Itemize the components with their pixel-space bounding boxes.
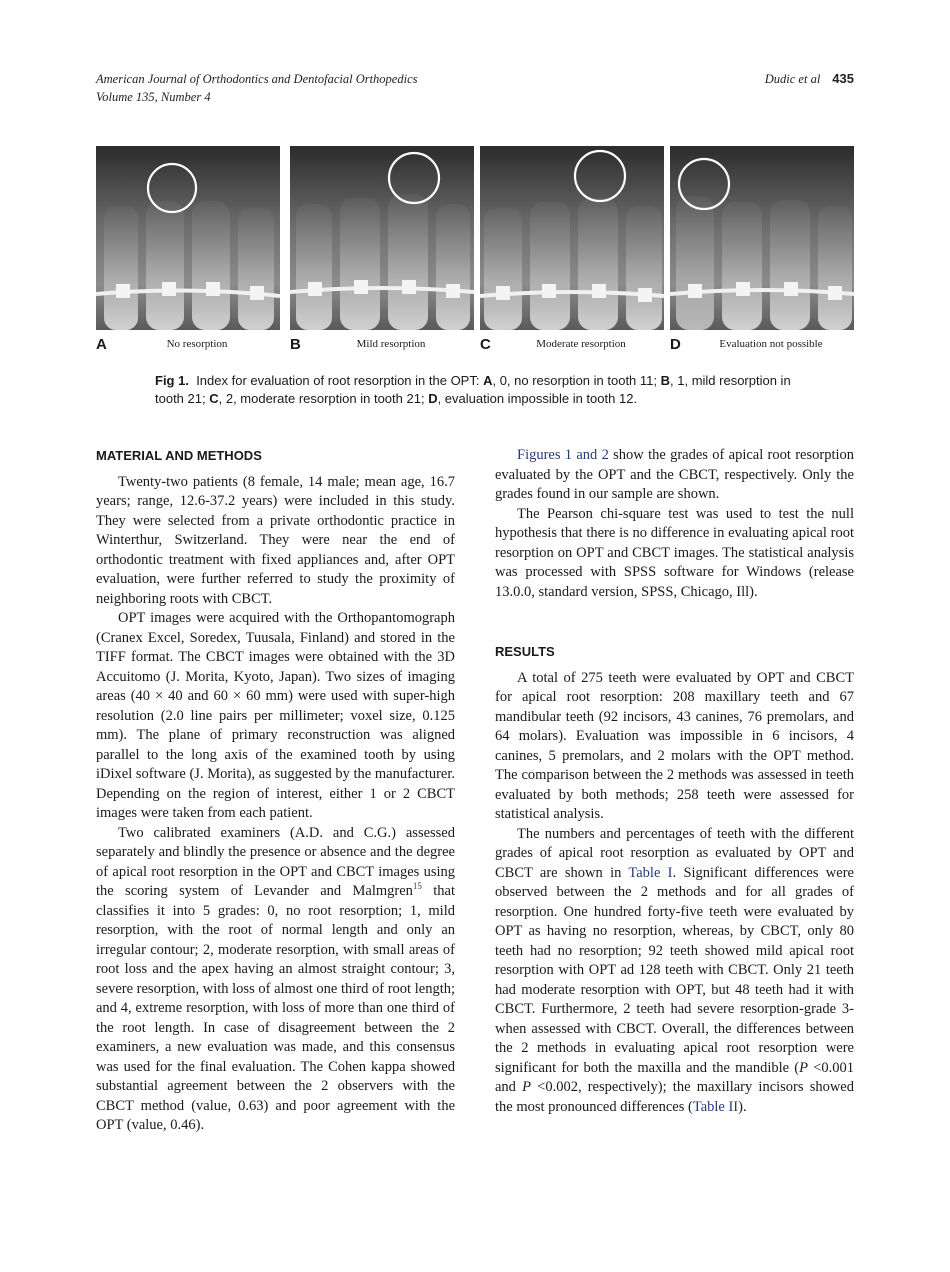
- panel-letter-b: B: [290, 336, 301, 353]
- table-1-link[interactable]: Table I: [628, 864, 673, 881]
- intro-paragraph-2: The Pearson chi-square test was used to test the null hypothesis that there is no difference in evaluating apical root resorption on OPT and CBCT images. The statistical analysis was processed with SPSS software for Windows (release 13.0.0, standard version, SPSS, Chicago, Ill).: [495, 505, 854, 600]
- caption-letter-d: D: [428, 391, 438, 406]
- methods-paragraph-3: [96, 824, 455, 1136]
- caption-text-b: , 1, mild resorption in tooth 21;: [155, 373, 791, 406]
- panel-label-a: No resorption: [166, 338, 228, 350]
- figure-caption-label: Fig 1.: [155, 373, 189, 388]
- xray-image-c: [480, 146, 664, 330]
- panel-label-d: Evaluation not possible: [719, 338, 823, 350]
- reference-superscript[interactable]: 15: [412, 881, 422, 892]
- left-column: [96, 446, 455, 1136]
- caption-text-c: , 2, moderate resorption in tooth 21;: [218, 391, 429, 406]
- caption-text-d: , evaluation impossible in tooth 12.: [437, 391, 638, 406]
- table-2-link[interactable]: Table II: [692, 1098, 739, 1115]
- figure-caption: [155, 372, 805, 408]
- caption-letter-a: A: [483, 373, 493, 388]
- panel-b: [290, 146, 474, 359]
- methods-p3-start: Two calibrated examiners (A.D. and C.G.) assessed separately and blindly the presence or absence and the degree of apical root resorption in the OPT and CBCT images using the scoring system of Levander and Malmgren: [96, 824, 455, 899]
- panel-caption-c: [480, 335, 664, 359]
- figures-link[interactable]: Figures 1 and 2: [517, 447, 609, 463]
- caption-letter-c: C: [209, 391, 219, 406]
- results-p2-start: The numbers and percentages of teeth with the different grades of apical root resorption as evaluated by OPT and CBCT are shown in: [495, 825, 854, 881]
- results-p2-val2: <0.002, respectively); the maxillary incisors showed the most pronounced differences (: [495, 1079, 854, 1115]
- results-p2-end: ).: [738, 1098, 747, 1115]
- panel-label-c: Moderate resorption: [536, 338, 626, 350]
- xray-image-d: [670, 146, 854, 330]
- panel-caption-a: [96, 335, 280, 359]
- caption-text-a: , 0, no resorption in tooth 11;: [492, 373, 661, 388]
- methods-p3-end: that classifies it into 5 grades: 0, no root resorption; 1, mild resorption, with the root of normal length and only an irregular contour; 2, moderate resorption, with small areas of root loss and the apex having an almost straight contour; 3, severe resorption, with loss of almost one third of root length; and 4, extreme resorption, with loss of more than one third of the root length. In case of disagreement between the 2 examiners, a new evaluation was made, and this consensus was used for the final evaluation. The Cohen kappa showed substantial agreement between the 2 observers with the CBCT method (value, 0.63) and poor agreement with the OPT (value, 0.46).: [96, 883, 455, 1133]
- running-authors: Dudic et al: [764, 72, 821, 86]
- journal-info: [96, 70, 418, 106]
- panel-letter-c: C: [480, 336, 491, 353]
- journal-title: American Journal of Orthodontics and Dentofacial Orthopedics: [96, 72, 418, 86]
- intro-p1-rest: show the grades of apical root resorption evaluated by the OPT and the CBCT, respectively. Only the grades found in our sample are shown.: [495, 447, 855, 502]
- methods-paragraph-1: Twenty-two patients (8 female, 14 male; mean age, 16.7 years; range, 12.6-37.2 years) were included in this study. They were selected from a private orthodontic practice in Winterthur, Switzerland. They were near the end of orthodontic treatment with fixed appliances and, after OPT evaluation, were further referred to study the proximity of neighboring roots with CBCT.: [96, 473, 455, 607]
- figure-1: [96, 146, 854, 358]
- p-value-symbol: P: [799, 1059, 808, 1076]
- section-heading-results: RESULTS: [495, 644, 555, 659]
- panel-c: [480, 146, 664, 359]
- panel-a: [96, 146, 280, 359]
- results-paragraph-2: [495, 825, 854, 1118]
- caption-letter-b: B: [660, 373, 671, 388]
- xray-image-b: [290, 146, 474, 330]
- panel-caption-b: [290, 335, 474, 359]
- results-p2-val1: <0.001 and: [495, 1059, 855, 1095]
- intro-paragraph-1: [495, 446, 854, 505]
- journal-volume: Volume 135, Number 4: [96, 90, 211, 104]
- xray-image-a: [96, 146, 280, 330]
- panel-letter-a: A: [96, 336, 107, 353]
- methods-paragraph-2: OPT images were acquired with the Orthopantomograph (Cranex Excel, Soredex, Tuusala, Finland) and stored in the TIFF format. The CBCT images were obtained with the 3D Accuitomo (J. Morita, Kyoto, Japan). Two sizes of imaging areas (40 × 40 and 60 × 60 mm) were used with super-high resolution (2.0 line pairs per millimeter; voxel size, 0.125 mm). The plane of primary reconstruction was aligned parallel to the long axis of the examined tooth by using iDixel software (J. Morita), as suggested by the manufacturer. Depending on the region of interest, either 1 or 2 CBCT images were taken from each patient.: [96, 610, 455, 821]
- section-heading-methods: MATERIAL AND METHODS: [96, 448, 262, 463]
- right-column: [495, 446, 854, 1117]
- panel-letter-d: D: [670, 336, 681, 353]
- panel-label-b: Mild resorption: [356, 338, 426, 350]
- author-page: [765, 70, 854, 88]
- figure-caption-text: Index for evaluation of root resorption in the OPT:: [196, 373, 484, 388]
- panel-caption-d: [670, 335, 854, 359]
- p-value-symbol-2: P: [522, 1079, 531, 1095]
- page-number: 435: [832, 71, 854, 86]
- panel-d: [670, 146, 854, 359]
- results-p2-mid: . Significant differences were observed between the 2 methods and for all grades of resorption. One hundred forty-five teeth were evaluated by OPT as having no resorption, whereas, by CBCT, only 80 teeth had no resorption; 92 teeth showed mild apical root resorption with OPT ad 128 teeth with CBCT. Only 21 teeth had moderate resorption with OPT, but 48 teeth had it with CBCT. Furthermore, 2 teeth had severe resorption-grade 3-when assessed with CBCT. Overall, the differences between the 2 methods in evaluating apical root resorption were significant for both the maxilla and the mandible (: [495, 864, 854, 1076]
- results-paragraph-1: A total of 275 teeth were evaluated by OPT and CBCT for apical root resorption: 208 maxillary teeth and 67 mandibular teeth (92 incisors, 43 canines, 76 premolars, and 64 molars). Evaluation was impossible in 6 incisors, 4 canines, 5 premolars, and 2 molars with the OPT method. The comparison between the 2 methods was assessed in teeth evaluated by both methods; 258 teeth were assessed for statistical analysis.: [495, 669, 854, 822]
